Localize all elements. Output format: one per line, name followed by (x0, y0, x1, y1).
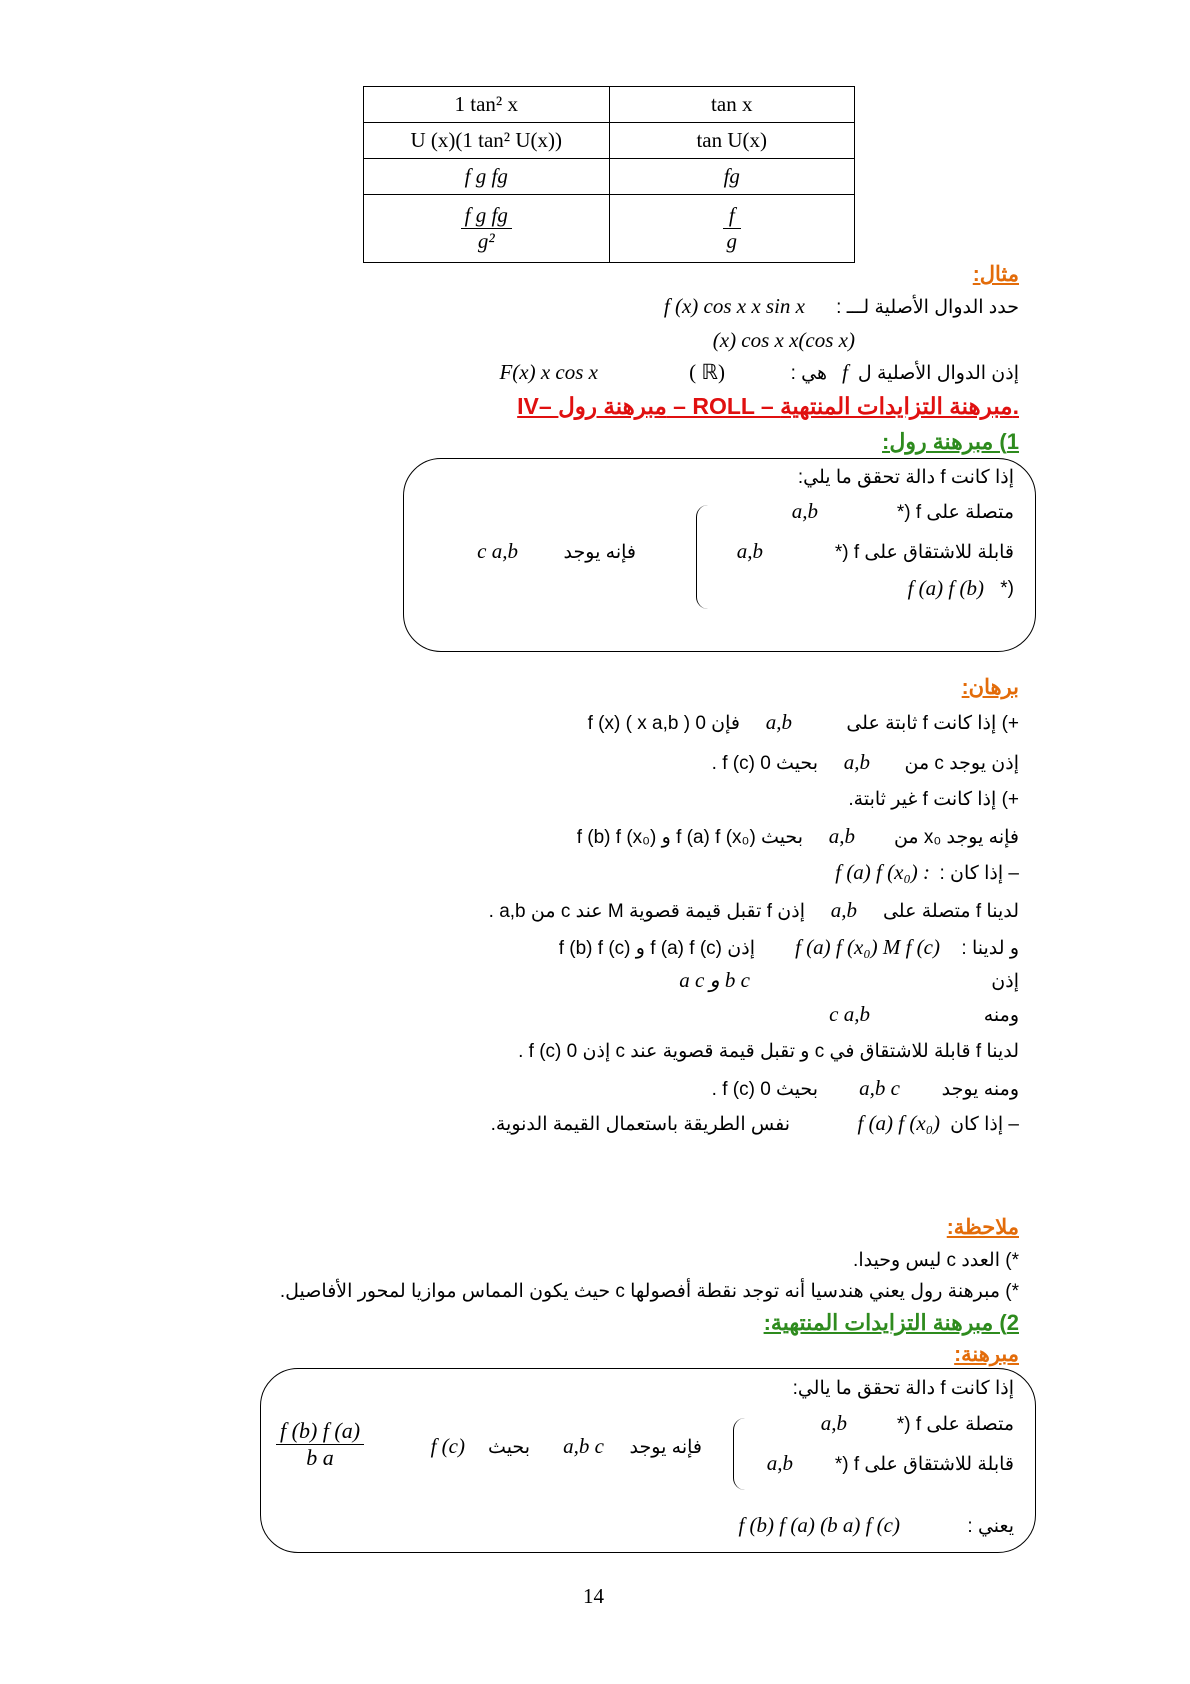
proof-line-tail: إذن f (a) f (c) و f (b) f (c) (558, 938, 755, 959)
example-line1-math: f (x) cos x x sin x (663, 294, 805, 318)
proof-line: لدينا f متصلة على (882, 901, 1019, 922)
fraction-numerator: f (723, 203, 742, 229)
proof-line-tail: نفس الطريقة باستعمال القيمة الدنوية. (490, 1114, 790, 1135)
mvt-condition-2: *) f قابلة للاشتقاق على (834, 1454, 1014, 1475)
proof-line-math: a,b c (859, 1076, 900, 1100)
example-line3-domain: ( ℝ) (689, 360, 725, 384)
proof-line-math: a,b (843, 750, 870, 774)
fraction-numerator: f (b) f (a) (276, 1418, 364, 1445)
table-cell: tan U(x) (609, 123, 855, 159)
fraction-numerator: f g fg (461, 203, 512, 229)
brace (733, 1418, 746, 1490)
table-cell (364, 195, 610, 263)
table-cell: fg (609, 159, 855, 195)
rolle-condition-1: *) f متصلة على (896, 502, 1014, 523)
fraction (723, 203, 742, 254)
proof-line: و لدينا : (961, 938, 1019, 959)
fraction (461, 203, 512, 254)
rolle-condition-1-math: a,b (791, 499, 818, 523)
brace (696, 505, 709, 609)
example-line3-f: f (842, 360, 848, 384)
note-line-2: *) مبرهنة رول يعني هندسيا أنه توجد نقطة أفصولها c حيث يكون المماس موازيا لمحور الأفاصيل. (279, 1281, 1019, 1302)
fraction-denominator: g (726, 229, 737, 253)
mvt-heading: 2) مبرهنة التزايدات المنتهية: (763, 1310, 1019, 1335)
table-cell: U (x)(1 tan² U(x)) (364, 123, 610, 159)
mvt-fraction (276, 1418, 364, 1471)
proof-line-tail: بحيث f (a) f (x₀) و f (b) f (x₀) (576, 827, 803, 848)
mvt-intro: إذا كانت f دالة تحقق ما يالي: (792, 1378, 1014, 1399)
rolle-condition-3: *) (1000, 578, 1014, 599)
proof-line: إذن (991, 971, 1019, 992)
proof-line: – إذا كان (950, 1114, 1019, 1135)
proof-line-math: c a,b (829, 1002, 870, 1026)
proof-line-math: f (a) f (x₀) : (835, 860, 930, 884)
rolle-conclusion-math: c a,b (477, 539, 518, 563)
mvt-condition-1: *) f متصلة على (896, 1414, 1014, 1435)
proof-heading: برهان: (961, 676, 1019, 699)
example-line2-math: (x) cos x x(cos x) (712, 328, 855, 352)
mvt-condition-1-math: a,b (820, 1411, 847, 1435)
rolle-condition-2-math: a,b (736, 539, 763, 563)
proof-line-tail: بحيث 0 f (c) . (711, 753, 818, 774)
rolle-heading: 1) مبرهنة رول: (882, 429, 1019, 454)
note-heading: ملاحظة: (946, 1216, 1019, 1239)
mvt-conclusion-text2: بحيث (488, 1437, 530, 1458)
proof-line-math: a c و b c (679, 968, 750, 992)
proof-line-math: a,b (828, 824, 855, 848)
page-number: 14 (583, 1584, 604, 1608)
mvt-conclusion-text: فإنه يوجد (629, 1437, 702, 1458)
rolle-condition-2: *) f قابلة للاشتقاق على (834, 542, 1014, 563)
note-line-1: *) العدد c ليس وحيدا. (853, 1250, 1019, 1271)
mvt-meaning-math: f (b) f (a) (b a) f (c) (738, 1513, 900, 1537)
fraction-denominator: b a (306, 1445, 334, 1470)
proof-line-tail: إذن f تقبل قيمة قصوية M عند c من a,b . (488, 901, 805, 922)
mvt-meaning-text: يعني : (967, 1516, 1014, 1537)
proof-line: فإنه يوجد x₀ من (893, 827, 1019, 848)
rolle-intro: إذا كانت f دالة تحقق ما يلي: (797, 467, 1014, 488)
proof-line: ومنه (983, 1005, 1019, 1026)
proof-line-tail: فإن 0 f (x) ( x a,b ) (587, 713, 740, 734)
proof-line: +) إذا كانت f ثابتة على (846, 713, 1019, 734)
example-line3-result: F(x) x cos x (499, 360, 598, 384)
table-cell: tan x (609, 87, 855, 123)
table-cell: 1 tan² x (364, 87, 610, 123)
mvt-conclusion-math: a,b c (563, 1434, 604, 1458)
mvt-conclusion-math2: f (c) (430, 1434, 465, 1458)
proof-line-math: f (a) f (x₀) M f (c) (795, 935, 940, 959)
proof-line: – إذا كان : (939, 863, 1019, 884)
mvt-condition-2-math: a,b (766, 1451, 793, 1475)
derivatives-table (363, 86, 855, 263)
mvt-subheading: مبرهنة: (954, 1343, 1019, 1366)
proof-line: +) إذا كانت f غير ثابتة. (848, 789, 1019, 810)
example-line3-text: إذن الدوال الأصلية ل (857, 363, 1019, 384)
proof-line-tail: بحيث 0 f (c) . (711, 1079, 818, 1100)
proof-line-math: f (a) f (x₀) (857, 1111, 940, 1135)
table-cell: f g fg (364, 159, 610, 195)
proof-line-math: a,b (830, 898, 857, 922)
proof-line-math: a,b (765, 710, 792, 734)
fraction-denominator: g² (477, 229, 495, 253)
example-line1-text: حدد الدوال الأصلية لـــ : (836, 297, 1019, 318)
example-heading: مثال: (972, 263, 1019, 286)
proof-line: إذن يوجد c من (904, 753, 1019, 774)
proof-line: لدينا f قابلة للاشتقاق في c و تقبل قيمة قصوية عند c إذن 0 f (c) . (518, 1041, 1019, 1062)
rolle-condition-3-math: f (a) f (b) (907, 576, 984, 600)
section-title: IV– مبرهنة رول – ROLL – مبرهنة التزايدات المنتهية. (517, 393, 1019, 419)
rolle-conclusion-text: فإنه يوجد (563, 542, 636, 563)
proof-line: ومنه يوجد (941, 1079, 1019, 1100)
table-cell (609, 195, 855, 263)
example-line3-text2: هي : (790, 363, 827, 384)
